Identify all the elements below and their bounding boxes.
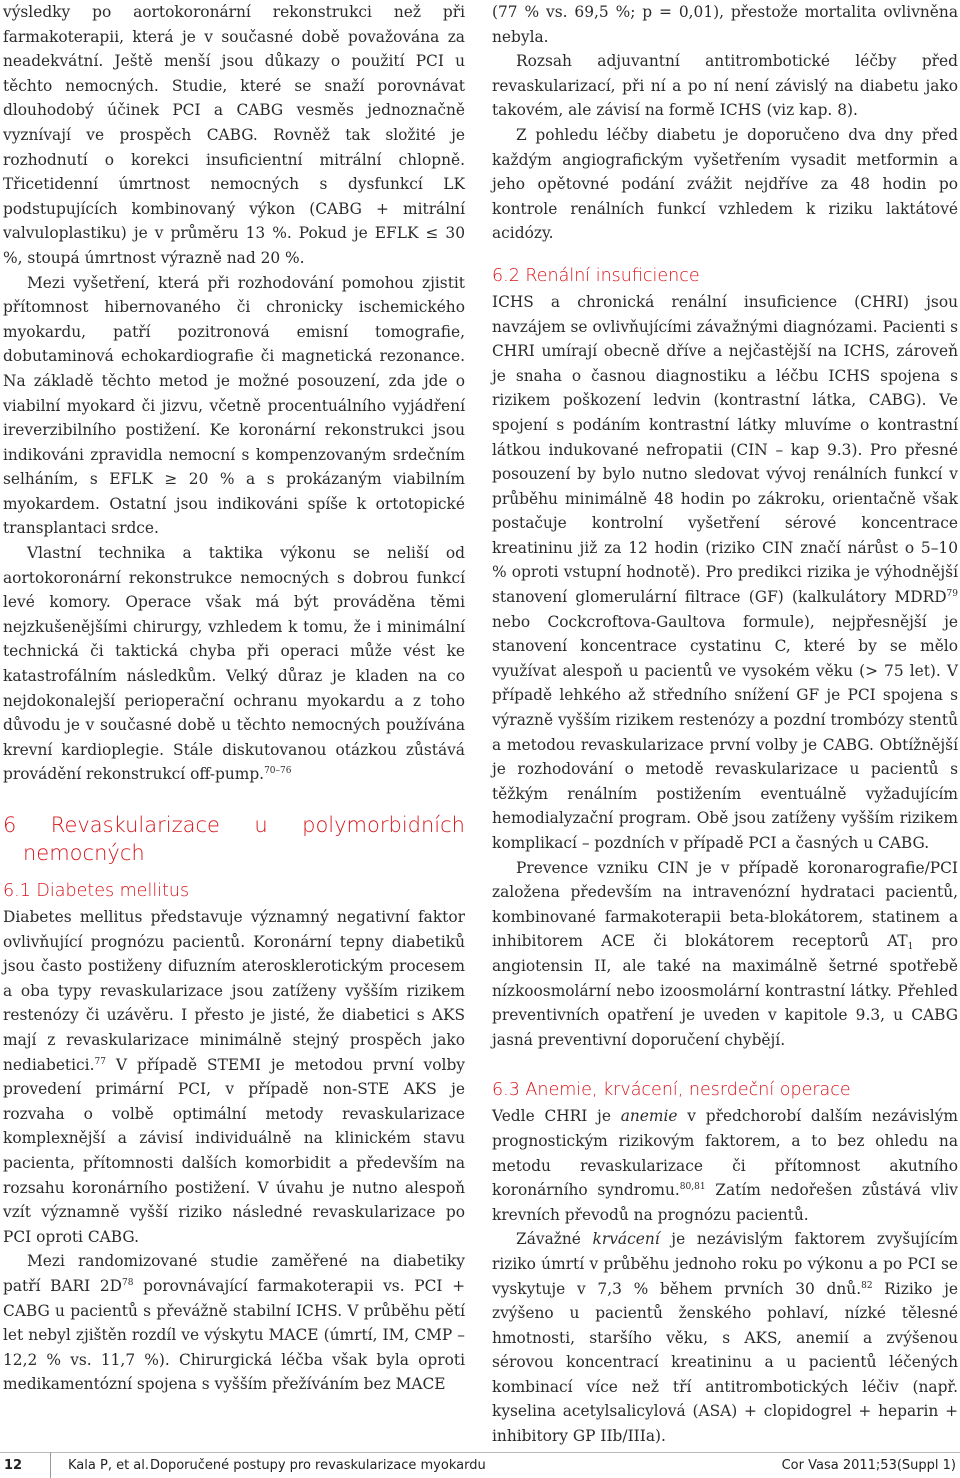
paragraph: Rozsah adjuvantní antitrombotické léčby před revaskularizací, při ní a po ní není závislý na diabetu jako takovém, ale závisí na formě ICHS (viz kap. 8). [492,52,958,120]
citation-ref: 78 [122,1277,134,1288]
paragraph: Mezi randomizované studie zaměřené na diabetiky patří BARI $2D^{78}$ porovnávající farmakoterapii vs. PCI + CABG u pacientů s převážně stabilní ICHS. V průběhu pětí let nebyl zjištěn rozdíl ve výskytu MACE (úmrtí, IM, CMP – 12,2 % vs. 11,7 %). Chirurgická léčba však byla oproti medikamentózní spojena s vyšším přežíváním bez MACE [3,1252,465,1394]
subsection-heading: 6.2 Renální insuficience [492,265,700,286]
paragraph: Vlastní technika a taktika výkonu se neliší od aortokoronární rekonstrukce nemocných s dobrou funkcí levé komory. Operace však má být prováděna těmi nejzkušenějšími chirurgy, vzhledem k tomu, že i minimální technická či taktická chyba při operaci může vést ke katastrofálním následkům. Velký důraz je kladen na co nejdokonalejší perioperační ochranu myokardu a z toho důvodu je v současné době u těchto nemocných používána krevní kardioplegie. Stále diskutovanou otázkou zůstává provádění rekonstrukcí off-pump.$^{70-76}$ [3,544,465,784]
citation-ref: 80,81 [679,1182,706,1193]
paragraph: Závažné krvácení je nezávislým faktorem zvyšujícím riziko úmrtí v průběhu jednoho roku po výkonu a po PCI se vyskytuje v 7,3 % během prvních 30 dnů.$^{82}$ Riziko je zvýšeno u pacientů ženského pohlaví, nízké tělesné hmotnosti, staršího věku, s AKS, anemií a zvýšenou sérovou koncentrací kreatininu a u pacientů léčených kombinací více než tří antitrombotických léčiv (např. kyselina acetylsalicylová (ASA) + clopidogrel + heparin + inhibitory GP IIb/IIIa). [492,1230,959,1446]
page-number: 12 [4,1458,23,1473]
paragraph: Z pohledu léčby diabetu je doporučeno dva dny před každým angiografickým vyšetřením vysadit metformin a jeho opětovné podání zvážit nejdříve za 48 hodin po kontrole renálních funkcí vzhledem k riziku laktátové acidózy. [492,125,958,243]
left-column [3,0,465,1397]
citation-ref: 79 [946,589,958,600]
paragraph: Prevence vzniku CIN je v případě koronarografie/PCI založena především na intravenózní hydrataci pacientů, kombinované farmakoterapii beta-blokátorem, statinem a inhibitorem ACE či blokátorem receptorů $AT_1$ pro angiotensin II, ale také na maximálně šetrné spotřebě nízkoosmolární nebo izoosmolární kontrastní látky. Přehled preventivních opatření je uveden v kapitole 9.3, u CABG jasná preventivní doporučení chybějí. [492,858,958,1049]
citation-ref: 77 [94,1056,106,1067]
subsection-heading: 6.3 Anemie, krvácení, nesrdeční operace [492,1080,851,1101]
footer-separator [50,1452,51,1478]
right-column [492,0,958,1449]
paragraph: Mezi vyšetření, která při rozhodování pomohou zjistit přítomnost hibernovaného či chronicky ischemického myokardu, patří pozitronová emisní tomografie, dobutaminová echokardiografie či magnetická rezonance. Na základě těchto metod je možné posouzení, zda jde o viabilní myokard či jizvu, včetně procentuálního vyjádření ireverzibilního postižení. Ke koronární rekonstrukci jsou indikováni zpravidla nemocní s kompenzovaným srdečním selháním, s EFLK ≥ 20 % a s prokázaným viabilním myokardem. Ostatní jsou indikováni spíše k ortotopické transplantaci srdce. [3,273,465,538]
paragraph: ICHS a chronická renální insuficience (CHRI) jsou navzájem se ovlivňujícími závažnými diagnózami. Pacienti s CHRI umírají obecně dříve a nejčastější na ICHS, zároveň je snaha o časnou diagnostiku a léčbu ICHS spojena s rizikem poškození ledvin (kontrastní látka, CABG). Ve spojení s podáním kontrastní látky mluvíme o kontrastní látkou indukované nefropatii (CIN – kap 9.3). Pro přesné posouzení by bylo nutno sledovat vývoj renálních funkcí v průběhu minimálně 48 hodin po zákroku, orientačně však postačuje kontrolní vyšetření sérové koncentrace kreatininu již za 12 hodin (riziko CIN značí nárůst o 5–10 % oproti vstupní hodnotě). Pro predikci rizika je výhodnější stanovení glomerulární filtrace (GF) (kalkulátory MDRD$^{79}$ nebo Cockcroftova-Gaultova formule), nejpřesnější je stanovení koncentrace cystatinu C, které by se mělo využívat alespoň u pacientů ve vysokém věku (> 75 let). V případě lehkého až středního snížení GF je PCI spojena s výrazně vyšším rizikem restenózy a pozdní trombózy stentů a metodou revaskularizace první volby je CABG. Obtížnější je rozhodování o metodě revaskularizace u pacientů s těžkým renálním postižením eventuálně vyžadujícím hemodialyzační program. Obě jsou zatíženy vyšším rizikem komplikací – pozdních v případě PCI a časných u CABG. [492,292,958,852]
footer-divider [0,1452,960,1453]
footer-title: Doporučené postupy pro revaskularizace myokardu [150,1458,486,1473]
paragraph: výsledky po aortokoronární rekonstrukci než při farmakoterapii, která je v současné době považována za neadekvátní. Ještě menší jsou důkazy o použití PCI u těchto nemocných. Studie, které se snaží porovnávat dlouhodobý účinek PCI a CABG vesměs jednoznačně vyznívají ve prospěch CABG. Rovněž tak složité je rozhodnutí o korekci insuficientní mitrální chlopně. Třicetidenní úmrtnost nemocných s dysfunkcí LK podstupujících kombinovaný výkon (CABG + mitrální valvuloplastiku) je v průměru 13 %. Pokud je EFLK ≤ 30 %, stoupá úmrtnost výrazně nad 20 %. [3,3,465,267]
paragraph: (77 % vs. 69,5 %; p = 0,01), přestože mortalita ovlivněna nebyla. [492,3,958,46]
paragraph: Vedle CHRI je anemie v předchorobí dalším nezávislým prognostickým rizikovým faktorem, a to bez ohledu na metodu revaskularizace či přítomnost akutního koronárního syndromu.$^{80,81}$ Zatím nedořešen zůstává vliv krevních převodů na prognózu pacientů. [492,1107,958,1224]
footer-journal: Cor Vasa 2011;53(Suppl 1) [781,1458,956,1473]
citation-ref: 70–76 [264,766,292,777]
subsection-heading: 6.1 Diabetes mellitus [3,881,190,901]
citation-ref: 82 [861,1280,873,1291]
footer-authors: Kala P, et al. [68,1458,150,1473]
paragraph: Diabetes mellitus představuje významný negativní faktor ovlivňující prognózu pacientů. Koronární tepny diabetiků jsou často postiženy difuzním aterosklerotickým procesem a oba typy revaskularizace jsou zatíženy vyšším rizikem restenózy či uzávěru. I přesto je jisté, že diabetici s AKS mají z revaskularizace minimálně stejný prospěch jako nediabetici.$^{77}$ V případě STEMI je metodou první volby provedení primární PCI, v případě non-STE AKS je rozvaha o volbě optimální metody revaskularizace komplexnější a závisí individuálně na klinickém stavu pacienta, přítomnosti dalších komorbidit a především na rozsahu koronárního postižení. V úvahu je nutno alespoň vzít významně vyšší riziko následné revaskularizace po PCI oproti CABG. [3,908,465,1246]
subscript: 1 [907,942,914,953]
page-footer [0,1452,960,1478]
section-heading: 6 Revaskularizace u polymorbidních nemocných [3,813,465,865]
